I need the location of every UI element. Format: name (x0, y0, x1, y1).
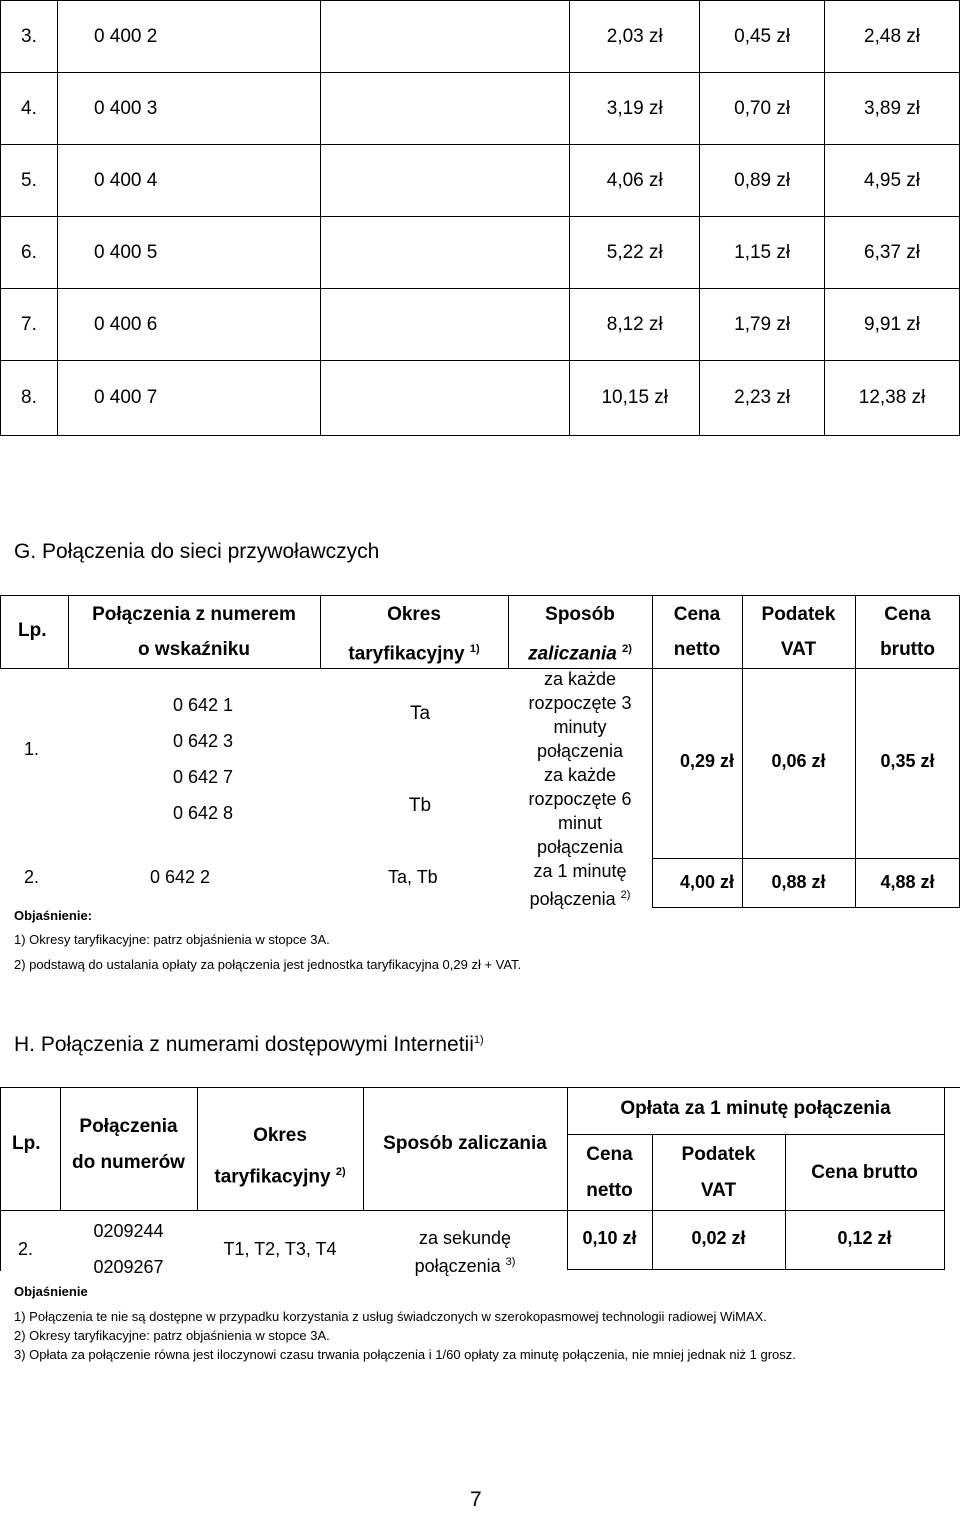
section-h-table (0, 1087, 960, 1277)
g-row1-no: 1. (24, 739, 40, 759)
g-row2-no: 2. (24, 867, 40, 887)
row-netto: 4,06 zł (570, 145, 700, 217)
h-note-3: 3) Opłata za połączenie równa jest iloczynowi czasu trwania połączenia i 1/60 opłaty za minutę połączenia, nie mniej jednak niż 1 grosz. (14, 1347, 796, 1362)
h-row-brutto: 0,12 zł (837, 1228, 892, 1248)
g-header-number: Połączenia z numerem o wskaźniku (92, 604, 296, 660)
table-row (1, 289, 960, 361)
row-vat: 2,23 zł (700, 361, 825, 436)
h-header-netto: Cena netto (586, 1144, 633, 1201)
row-netto: 5,22 zł (570, 217, 700, 289)
h-header-vat: Podatek VAT (681, 1144, 756, 1201)
h-row-vat: 0,02 zł (691, 1228, 746, 1248)
h-row-okres: T1, T2, T3, T4 (223, 1239, 337, 1259)
g-row2-brutto: 4,88 zł (880, 872, 935, 892)
g-row1-vat: 0,06 zł (771, 751, 826, 771)
row-no: 3. (1, 1, 58, 73)
g-row2-number: 0 642 2 (150, 867, 211, 887)
row-brutto: 3,89 zł (825, 73, 960, 145)
row-no: 4. (1, 73, 58, 145)
row-number: 0 400 5 (57, 217, 320, 289)
h-row-numbers: 0209244 0209267 (93, 1221, 164, 1277)
table-row (1, 217, 960, 289)
row-empty (320, 361, 570, 436)
g-row1-okres-a: Ta (409, 703, 431, 724)
g-note-2: 2) podstawą do ustalania opłaty za połączenia jest jednostka taryfikacyjna 0,29 zł + VAT. (14, 957, 522, 972)
row-empty (320, 1, 570, 73)
row-number: 0 400 7 (57, 361, 320, 436)
row-netto: 2,03 zł (570, 1, 700, 73)
g-row2-sposob: za 1 minutę połączenia $^{2)}$ (529, 861, 631, 909)
section-h-heading: H. Połączenia z numerami dostępowymi Internetii$^{1)}$ (14, 1033, 484, 1056)
h-header-oplata: Opłata za 1 minutę połączenia (620, 1098, 891, 1119)
h-row-netto: 0,10 zł (582, 1228, 637, 1248)
row-vat: 0,45 zł (700, 1, 825, 73)
g-row1-netto: 0,29 zł (679, 751, 735, 771)
h-notes-title: Objaśnienie (14, 1284, 88, 1299)
row-netto: 3,19 zł (570, 73, 700, 145)
row-number: 0 400 4 (57, 145, 320, 217)
section-g-heading: G. Połączenia do sieci przywoławczych (14, 540, 380, 563)
g-notes-title: Objaśnienie: (14, 908, 93, 923)
row-number: 0 400 3 (57, 73, 320, 145)
row-number: 0 400 2 (57, 1, 320, 73)
row-brutto: 2,48 zł (825, 1, 960, 73)
row-empty (320, 289, 570, 361)
row-netto: 8,12 zł (570, 289, 700, 361)
row-vat: 1,15 zł (700, 217, 825, 289)
g-row2-vat: 0,88 zł (771, 872, 826, 892)
g-header-brutto: Cena brutto (880, 604, 935, 660)
g-header-vat: Podatek VAT (761, 604, 836, 660)
row-vat: 0,70 zł (700, 73, 825, 145)
row-brutto: 4,95 zł (825, 145, 960, 217)
g-header-sposob: Sposób zaliczania $^{2)}$ (528, 604, 632, 665)
h-row-sposob: za sekundę połączenia $^{3)}$ (414, 1228, 516, 1276)
g-row1-numbers: 0 642 1 0 642 3 0 642 7 0 642 8 (172, 695, 234, 823)
g-row2-netto: 4,00 zł (679, 872, 735, 892)
row-vat: 1,79 zł (700, 289, 825, 361)
h-header-okres: Okres taryfikacyjny $^{2)}$ (214, 1125, 346, 1188)
row-brutto: 6,37 zł (825, 217, 960, 289)
h-header-sposob: Sposób zaliczania (383, 1133, 547, 1154)
h-header-number: Połączenia do numerów (72, 1116, 185, 1173)
table-row (1, 361, 960, 436)
row-empty (320, 73, 570, 145)
g-header-lp: Lp. (18, 620, 47, 641)
row-no: 6. (1, 217, 58, 289)
row-netto: 10,15 zł (570, 361, 700, 436)
g-header-netto: Cena netto (673, 604, 721, 660)
row-empty (320, 217, 570, 289)
g-row1-brutto: 0,35 zł (880, 751, 935, 771)
h-note-1: 1) Połączenia te nie są dostępne w przypadku korzystania z usług świadczonych w szerokopasmowej technologii radiowej WiMAX. (14, 1309, 767, 1324)
row-no: 7. (1, 289, 58, 361)
table-row (1, 1, 960, 73)
table-row (1, 73, 960, 145)
row-brutto: 12,38 zł (825, 361, 960, 436)
row-no: 5. (1, 145, 58, 217)
h-row-no: 2. (18, 1239, 34, 1259)
section-g-table (0, 595, 960, 908)
row-empty (320, 145, 570, 217)
g-header-okres: Okres taryfikacyjny $^{1)}$ (348, 604, 480, 665)
g-row2-okres: Ta, Tb (388, 867, 438, 887)
g-row1-sposob: za każde rozpoczęte 3 minuty połączenia za każde rozpoczęte 6 minut połączenia (528, 669, 632, 857)
h-header-brutto: Cena brutto (811, 1162, 918, 1183)
table-row (1, 145, 960, 217)
row-no: 8. (1, 361, 58, 436)
page-number: 7 (470, 1488, 482, 1511)
row-vat: 0,89 zł (700, 145, 825, 217)
h-note-2: 2) Okresy taryfikacyjne: patrz objaśnienia w stopce 3A. (14, 1328, 330, 1343)
row-number: 0 400 6 (57, 289, 320, 361)
row-brutto: 9,91 zł (825, 289, 960, 361)
top-price-table (0, 0, 960, 436)
g-note-1: 1) Okresy taryfikacyjne: patrz objaśnienia w stopce 3A. (14, 932, 330, 947)
g-row1-okres-b: Tb (408, 795, 432, 816)
h-header-lp: Lp. (12, 1133, 41, 1154)
